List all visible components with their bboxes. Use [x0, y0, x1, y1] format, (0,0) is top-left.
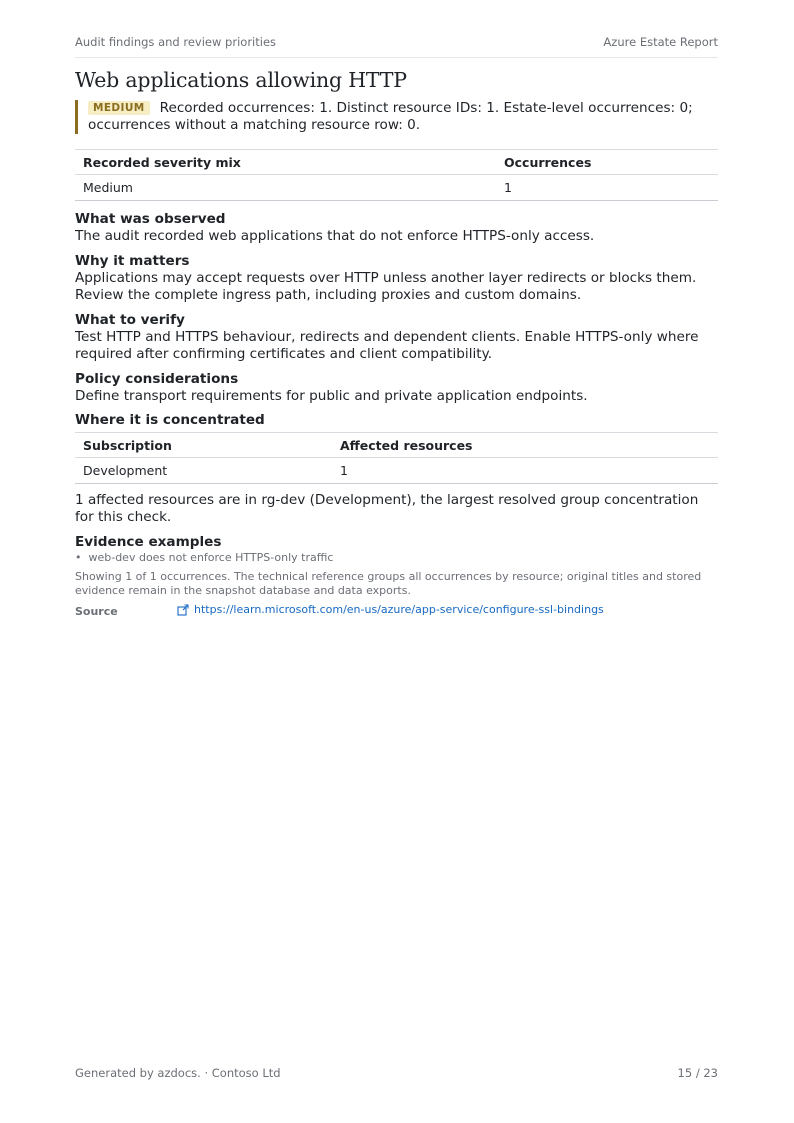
summary-callout: [75, 100, 718, 134]
page-number: 15 / 23: [677, 1066, 718, 1080]
section-body: The audit recorded web applications that do not enforce HTTPS-only access.: [75, 228, 595, 244]
section-verify: [75, 312, 718, 363]
section-title: Policy considerations: [75, 371, 239, 387]
table-row: [75, 458, 718, 484]
table-cell: 1: [332, 458, 718, 484]
section-body: Define transport requirements for public and private application endpoints.: [75, 388, 588, 404]
section-title: What was observed: [75, 211, 226, 227]
evidence-item-text: web-dev does not enforce HTTPS-only traffic: [88, 551, 334, 564]
bullet-icon: •: [75, 551, 89, 564]
page-header: [75, 35, 718, 58]
evidence-note: Showing 1 of 1 occurrences. The technical reference groups all occurrences by resource; original titles and stored evidence remain in the snapshot database and data exports.: [75, 569, 702, 597]
source-url[interactable]: https://learn.microsoft.com/en-us/azure/app-service/configure-ssl-bindings: [194, 603, 604, 616]
section-why: [75, 253, 718, 304]
table-row: [75, 175, 718, 201]
section-title: Evidence examples: [75, 534, 222, 550]
concentration-table-header: Subscription: [75, 433, 332, 458]
table-cell: Development: [75, 458, 332, 484]
evidence-section: [75, 534, 718, 599]
section-observed: [75, 211, 718, 245]
section-body: Applications may accept requests over HTTP unless another layer redirects or blocks them. Review the complete ingress path, including proxies and custom domains.: [75, 270, 697, 303]
concentration-summary: 1 affected resources are in rg-dev (Development), the largest resolved group concentration for this check.: [75, 492, 699, 525]
source-link[interactable]: [177, 603, 604, 616]
section-title: Where it is concentrated: [75, 412, 265, 428]
list-item: [75, 551, 718, 566]
callout-text: Recorded occurrences: 1. Distinct resource IDs: 1. Estate-level occurrences: 0; occurrences without a matching resource row: 0.: [88, 100, 693, 133]
concentration-table: [75, 432, 718, 484]
header-report-title: Azure Estate Report: [603, 35, 718, 49]
header-section-title: Audit findings and review priorities: [75, 35, 277, 49]
section-body: Test HTTP and HTTPS behaviour, redirects and dependent clients. Enable HTTPS-only where required after confirming certificates and client compatibility.: [75, 329, 699, 362]
severity-table-header: Occurrences: [496, 150, 718, 175]
page-footer: [75, 1066, 718, 1080]
section-title: What to verify: [75, 312, 185, 328]
section-policy: [75, 371, 718, 405]
footer-generator: Generated by azdocs. · Contoso Ltd: [75, 1066, 281, 1080]
severity-table-header: Recorded severity mix: [75, 150, 496, 175]
external-link-icon: [177, 604, 189, 616]
table-cell: 1: [496, 175, 718, 201]
severity-table: [75, 149, 718, 201]
concentration-title-wrap: [75, 412, 718, 429]
section-title: Why it matters: [75, 253, 190, 269]
source-label: Source: [75, 605, 118, 618]
severity-badge: MEDIUM: [88, 101, 150, 115]
table-cell: Medium: [75, 175, 496, 201]
concentration-table-header: Affected resources: [332, 433, 718, 458]
page-title: Web applications allowing HTTP: [75, 68, 407, 92]
